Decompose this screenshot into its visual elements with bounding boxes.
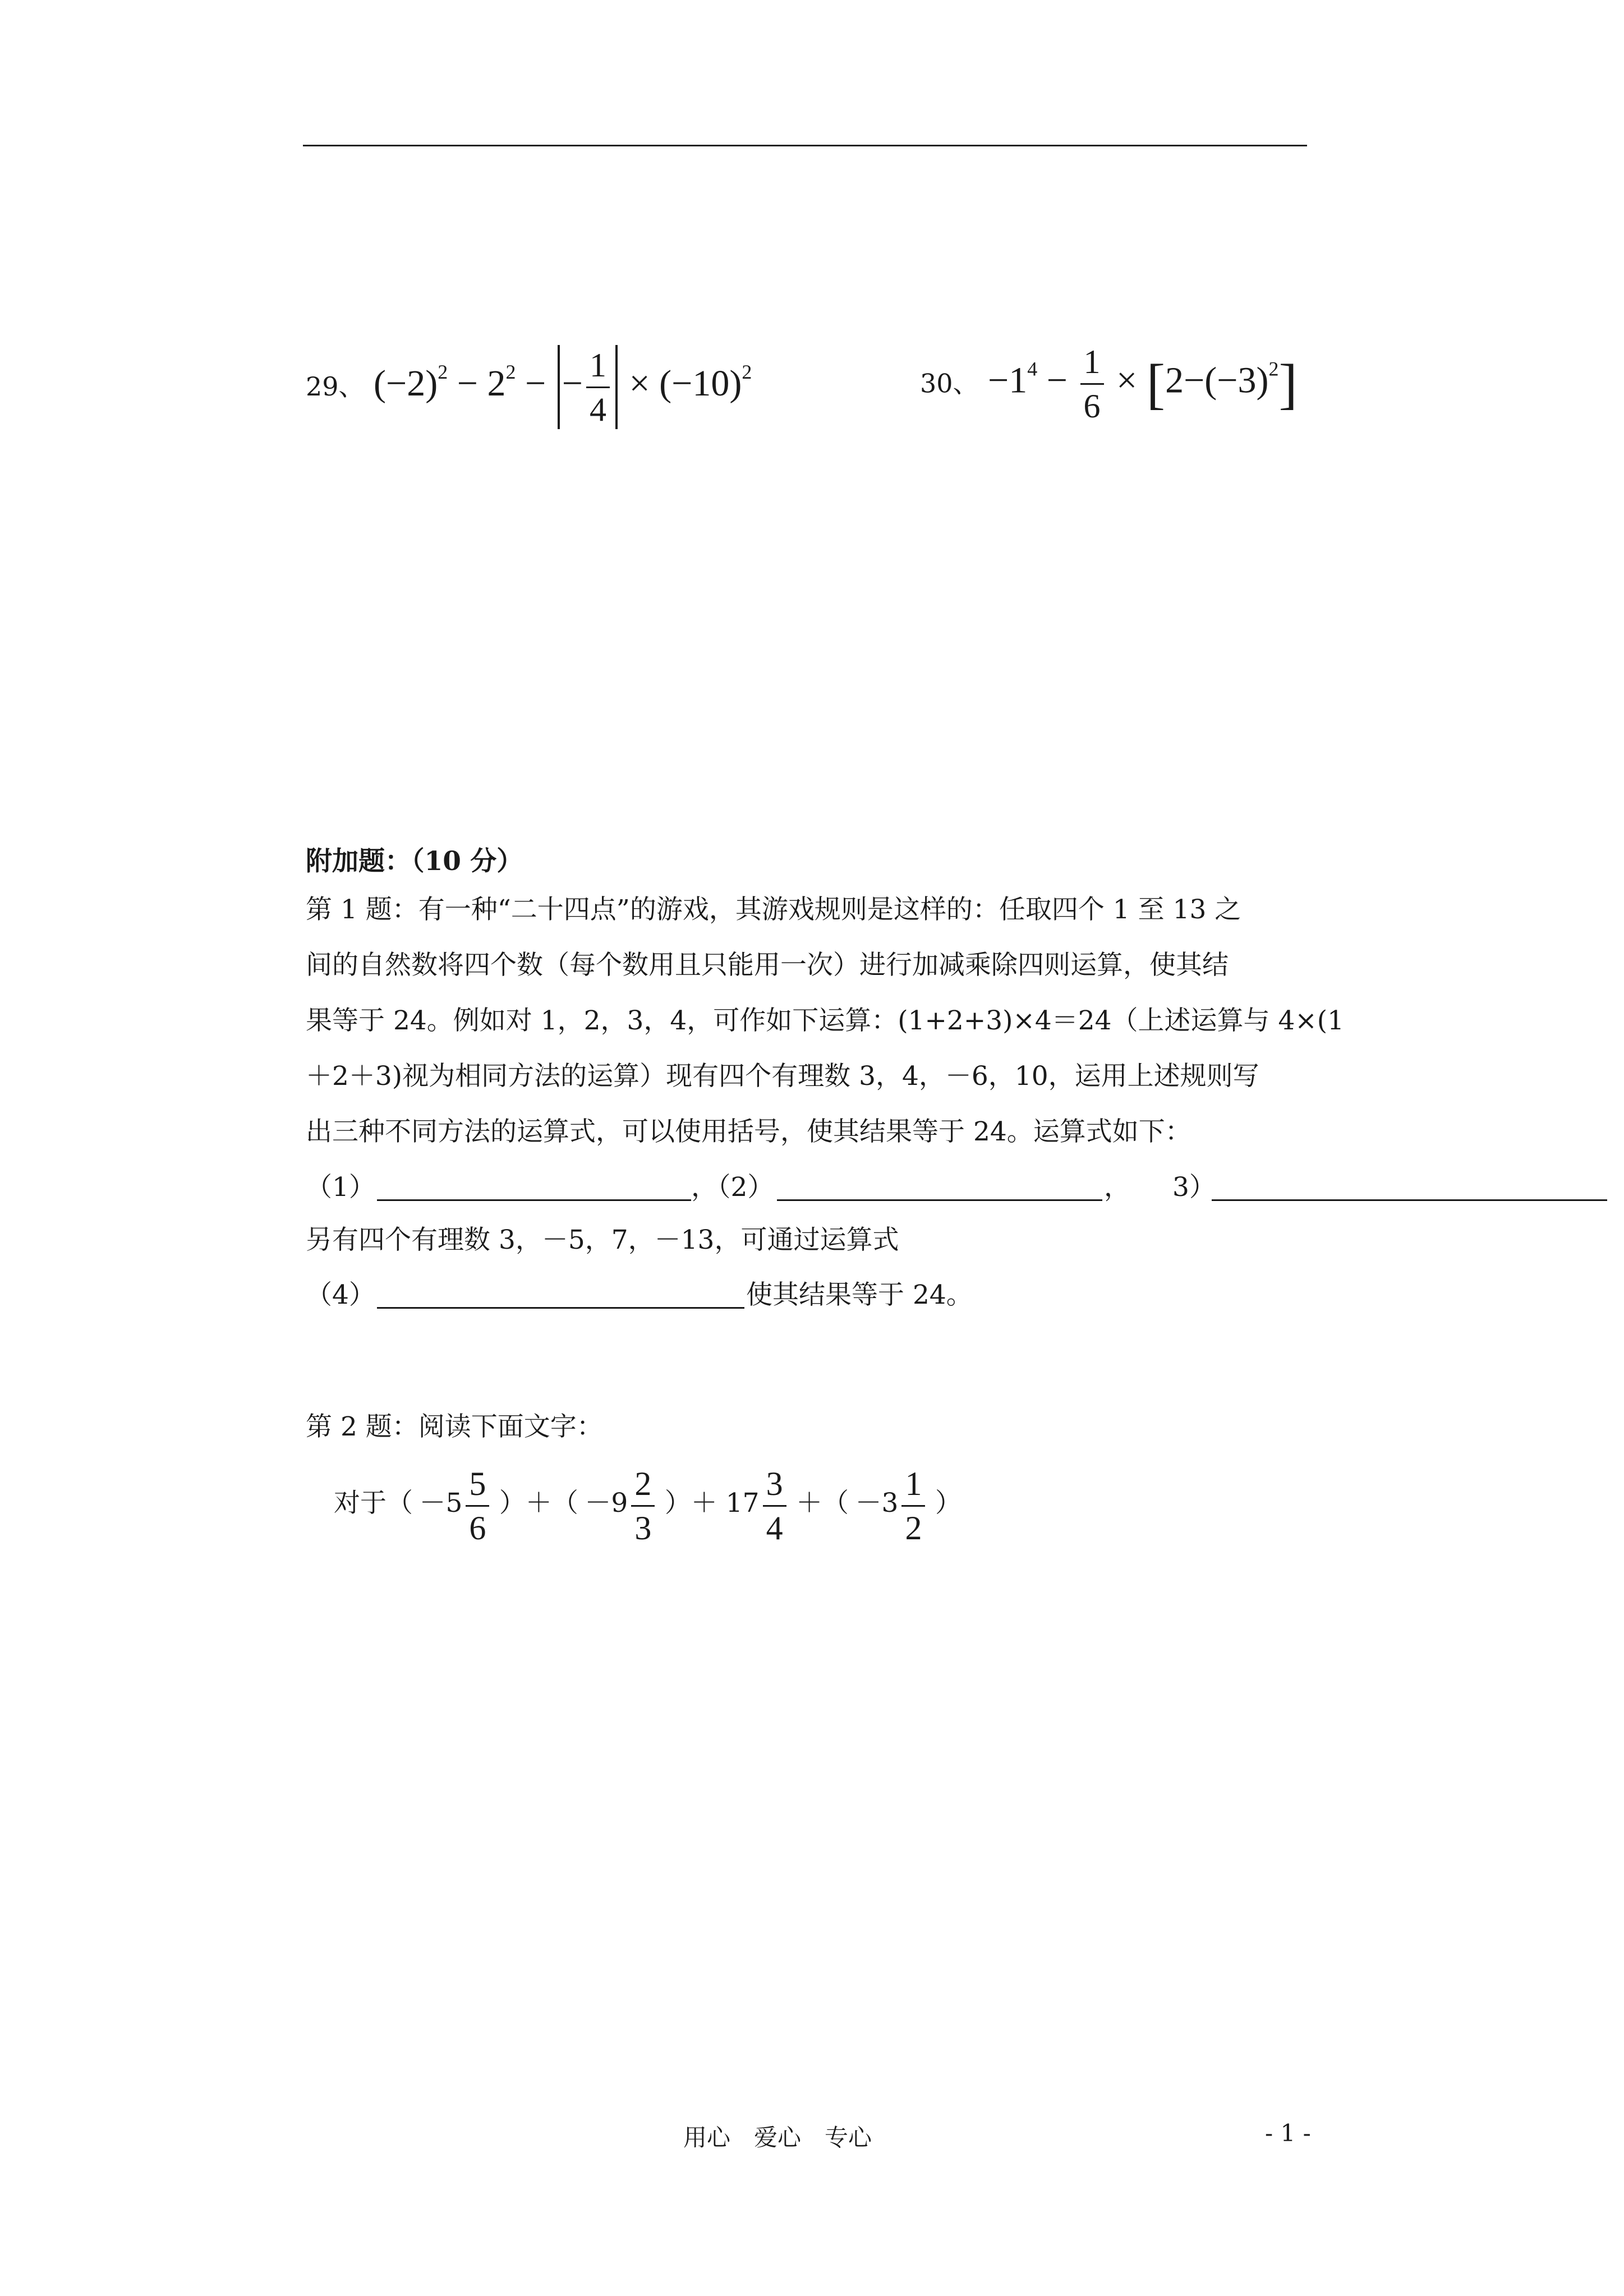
- q29-fraction-numerator: 1: [586, 348, 610, 388]
- answer-blank-4[interactable]: [377, 1285, 744, 1309]
- q2-c-denominator: 4: [766, 1510, 783, 1547]
- q30-inner-exponent: 2: [1268, 357, 1279, 380]
- blank-4-label: （4）: [306, 1280, 375, 1310]
- q2-plus-open: ＋（: [796, 1488, 849, 1519]
- q29-times: ×: [629, 363, 650, 404]
- q30-term1: −1: [988, 360, 1028, 401]
- q2-d-fraction: [901, 1467, 925, 1545]
- q2-a-whole: －5: [419, 1488, 463, 1519]
- q2-d-whole: －3: [855, 1488, 899, 1519]
- q1-line-3: 果等于 24。例如对 1，2，3，4，可作如下运算：(1+2+3)×4＝24（上述运算与 4×(1: [306, 1005, 1344, 1036]
- question-30-label: 30、: [920, 368, 979, 399]
- q2-b-denominator: 3: [634, 1510, 652, 1547]
- header-rule: [303, 145, 1307, 146]
- q2-title: 第 2 题：阅读下面文字：: [306, 1411, 603, 1442]
- q30-fraction: [1080, 345, 1104, 423]
- q30-right-bracket: ]: [1278, 352, 1298, 415]
- answer-blank-2[interactable]: [777, 1177, 1102, 1201]
- q2-b-fraction: [631, 1467, 655, 1545]
- q2-c-fraction: [763, 1467, 786, 1545]
- q2-plus-17: ）＋ 17: [664, 1488, 760, 1519]
- q2-a-fraction: [466, 1467, 489, 1545]
- q2-a-numerator: 5: [466, 1467, 489, 1507]
- abs-bar-left: [558, 345, 560, 429]
- q29-term3: (−10): [659, 363, 742, 404]
- q2-b-whole: －9: [585, 1488, 628, 1519]
- bonus-title: 附加题：（10 分）: [306, 846, 523, 877]
- q2-b-numerator: 2: [631, 1467, 655, 1507]
- footer-motto: 用心 爱心 专心: [683, 2124, 872, 2151]
- q2-close-open-1: ）＋（: [499, 1488, 578, 1519]
- q29-term1-exponent: 2: [438, 361, 448, 384]
- q29-minus2: −: [525, 363, 546, 404]
- blank-3-label: 3）: [1172, 1172, 1216, 1203]
- q29-fraction-denominator: 4: [589, 390, 606, 428]
- q1-line-1: 第 1 题：有一种“二十四点”的游戏，其游戏规则是这样的：任取四个 1 至 13 之: [306, 894, 1241, 925]
- q29-term3-exponent: 2: [742, 361, 752, 384]
- q29-minus1: −: [457, 363, 478, 404]
- blank-1-label: （1）: [306, 1172, 375, 1203]
- q2-expression: [334, 1467, 961, 1545]
- abs-bar-right: [615, 345, 618, 429]
- q2-c-numerator: 3: [763, 1467, 786, 1507]
- q29-term2: 2: [487, 363, 506, 404]
- q30-minus: −: [1046, 360, 1068, 401]
- blank-2-separator: ，: [1104, 1172, 1130, 1203]
- q1-line-4: ＋2＋3)视为相同方法的运算）现有四个有理数 3，4，－6，10，运用上述规则写: [306, 1061, 1259, 1092]
- q30-fraction-denominator: 6: [1083, 388, 1101, 425]
- q2-prefix: 对于（: [334, 1488, 413, 1519]
- q30-inner: 2−(−3): [1165, 360, 1269, 401]
- q30-term1-exponent: 4: [1027, 357, 1038, 380]
- blank-2-label: ，（2）: [691, 1172, 774, 1203]
- answer-blank-1[interactable]: [377, 1177, 691, 1201]
- q29-term1: (−2): [374, 363, 438, 404]
- q30-times: ×: [1116, 360, 1138, 401]
- question-29: [306, 345, 752, 429]
- q2-d-denominator: 2: [905, 1510, 922, 1547]
- blank-4-suffix: 使其结果等于 24。: [746, 1280, 973, 1310]
- q29-fraction: [586, 348, 610, 426]
- q29-term2-exponent: 2: [505, 361, 516, 384]
- answer-blank-3[interactable]: [1212, 1177, 1607, 1201]
- q2-a-denominator: 6: [469, 1510, 486, 1547]
- q2-close: ）: [935, 1488, 961, 1519]
- q1-line-5: 出三种不同方法的运算式，可以使用括号，使其结果等于 24。运算式如下：: [306, 1116, 1191, 1147]
- q30-left-bracket: [: [1146, 352, 1166, 415]
- q30-fraction-numerator: 1: [1080, 345, 1104, 385]
- page-number: - 1 -: [1265, 2119, 1311, 2147]
- q1-line-2: 间的自然数将四个数（每个数用且只能用一次）进行加减乘除四则运算，使其结: [306, 950, 1229, 981]
- q29-abs-sign: −: [562, 363, 583, 404]
- question-30: [920, 345, 1298, 423]
- question-29-label: 29、: [306, 371, 365, 402]
- extra-numbers-line: 另有四个有理数 3，－5，7，－13，可通过运算式: [306, 1225, 899, 1255]
- q2-d-numerator: 1: [901, 1467, 925, 1507]
